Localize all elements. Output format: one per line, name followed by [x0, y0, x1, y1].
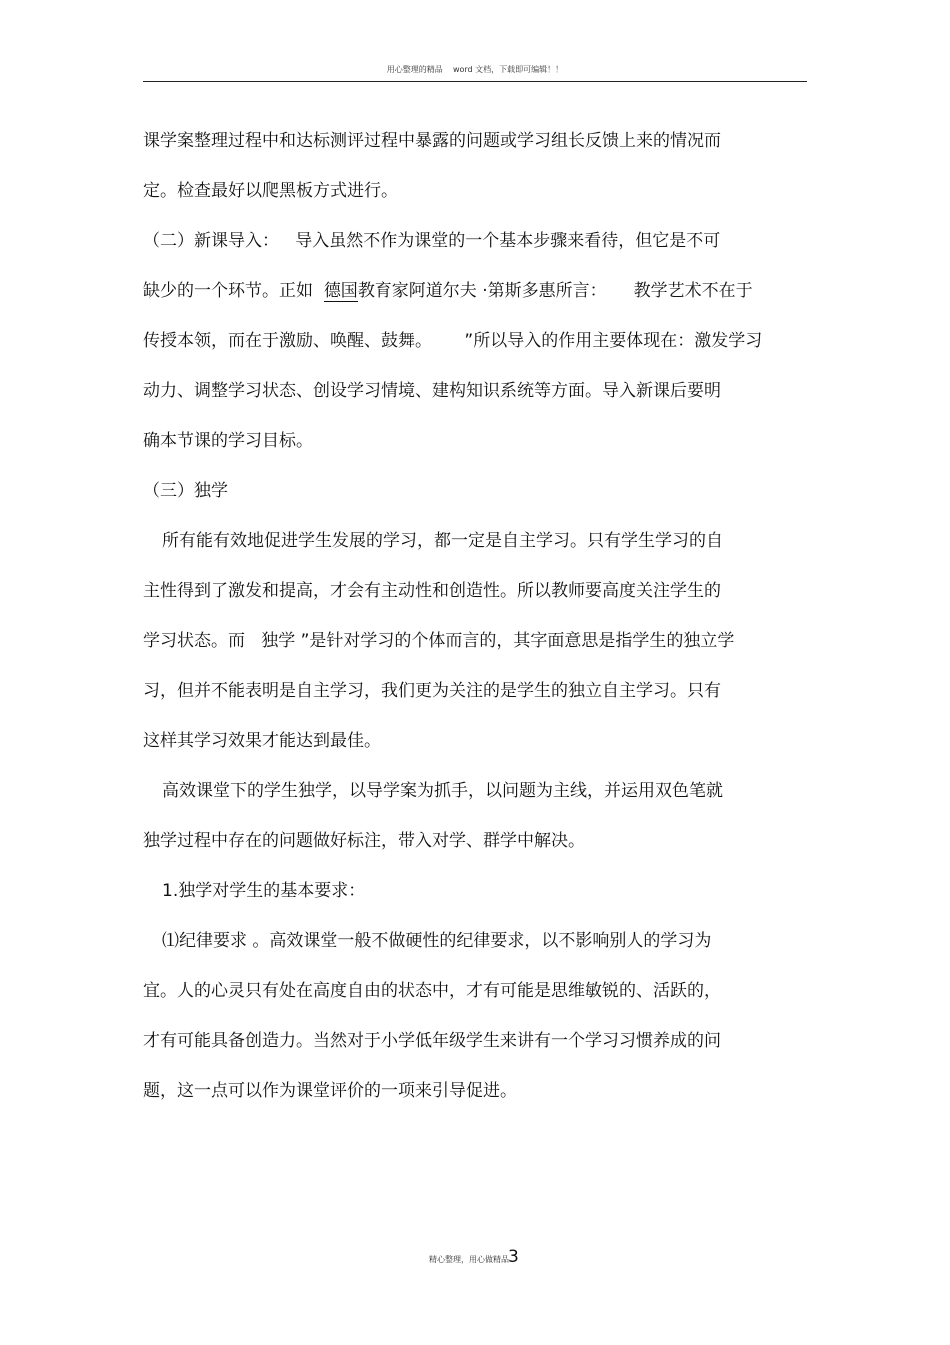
body-line: 题，这一点可以作为课堂评价的一项来引导促进。: [143, 1081, 517, 1101]
body-line: 确本节课的学习目标。: [143, 431, 313, 451]
page-footer: 精心整理，用心做精品: [429, 1255, 509, 1264]
header-divider: [143, 81, 807, 82]
body-line: 独学过程中存在的问题做好标注，带入对学、群学中解决。: [143, 831, 585, 851]
body-line: 宜。人的心灵只有处在高度自由的状态中，才有可能是思维敏锐的、活跃的，: [143, 981, 721, 1001]
body-line: 主性得到了激发和提高，才会有主动性和创造性。所以教师要高度关注学生的: [143, 581, 721, 601]
page-number: 3: [508, 1247, 519, 1267]
underlined-text: 德国: [323, 281, 358, 301]
body-line: 传授本领，而在于激励、唤醒、鼓舞。 ”所以导入的作用主要体现在：激发学习: [143, 331, 763, 351]
body-line: 所有能有效地促进学生发展的学习，都一定是自主学习。只有学生学习的自: [162, 531, 723, 551]
page-header: 用心整理的精品 word 文档，下载即可编辑！！: [386, 65, 564, 74]
body-line: 才有可能具备创造力。当然对于小学低年级学生来讲有一个学习习惯养成的问: [143, 1031, 721, 1051]
body-line: （二）新课导入： 导入虽然不作为课堂的一个基本步骤来看待，但它是不可: [143, 231, 721, 251]
section-heading: （三）独学: [143, 481, 228, 501]
list-heading: 1.独学对学生的基本要求：: [162, 881, 366, 901]
body-line: 课学案整理过程中和达标测评过程中暴露的问题或学习组长反馈上来的情况而: [143, 131, 721, 151]
body-line: 高效课堂下的学生独学，以导学案为抓手，以问题为主线，并运用双色笔就: [162, 781, 723, 801]
body-text: 缺少的一个环节。正如: [143, 281, 313, 301]
body-line: 定。检查最好以爬黑板方式进行。: [143, 181, 398, 201]
body-line: [143, 281, 753, 301]
body-line: 这样其学习效果才能达到最佳。: [143, 731, 381, 751]
body-text: 教育家阿道尔夫 ·第斯多惠所言： 教学艺术不在于: [357, 281, 753, 301]
body-line: 学习状态。而 独学 ”是针对学习的个体而言的，其字面意思是指学生的独立学: [143, 631, 735, 651]
body-line: ⑴纪律要求 。高效课堂一般不做硬性的纪律要求，以不影响别人的学习为: [162, 931, 712, 951]
body-line: 动力、调整学习状态、创设学习情境、建构知识系统等方面。导入新课后要明: [143, 381, 721, 401]
body-line: 习，但并不能表明是自主学习，我们更为关注的是学生的独立自主学习。只有: [143, 681, 721, 701]
